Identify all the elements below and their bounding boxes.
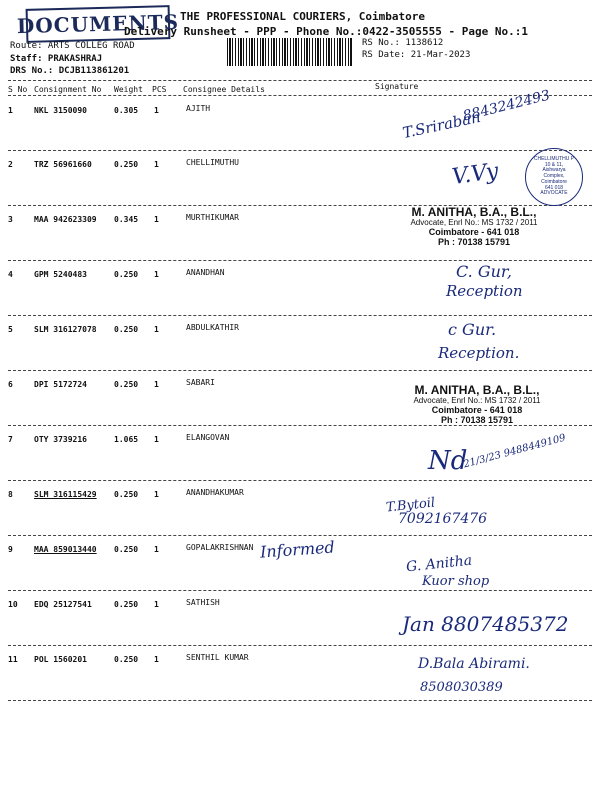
- row-sno: 5: [8, 325, 13, 334]
- seal-phone: Ph : 70138 15791: [440, 414, 514, 425]
- row-consignment: TRZ 56961660: [34, 160, 92, 169]
- row-consignment: SLM 316115429: [34, 490, 97, 499]
- row-sno: 2: [8, 160, 13, 169]
- handwritten-note: 21/3/23 9488449109: [462, 432, 567, 471]
- seal-city: Coimbatore - 641 018: [431, 404, 523, 415]
- seal-name: M. ANITHA, B.A., B.L.,: [414, 383, 540, 397]
- row-pcs: 1: [154, 270, 159, 279]
- row-divider: [8, 315, 592, 316]
- col-sno: S No: [8, 85, 28, 94]
- row-pcs: 1: [154, 435, 159, 444]
- row-divider: [8, 370, 592, 371]
- round-seal-line: Complex,: [543, 173, 565, 180]
- row-sno: 9: [8, 545, 13, 554]
- runsheet-title: Delivery Runsheet - PPP - Phone No.:0422-3505555 - Page No.:1: [124, 25, 528, 38]
- header-top-rule: [8, 80, 592, 81]
- row-sno: 6: [8, 380, 13, 389]
- rs-date: RS Date: 21-Mar-2023: [362, 50, 471, 60]
- row-divider: [8, 150, 592, 151]
- row-pcs: 1: [154, 545, 159, 554]
- header-bottom-rule: [8, 95, 592, 96]
- row-weight: 0.250: [114, 490, 139, 499]
- row-consignment: MAA 859013440: [34, 545, 97, 554]
- advocate-seal: [402, 384, 552, 426]
- seal-reg: Advocate, Enrl No.: MS 1732 / 2011: [410, 218, 538, 228]
- round-seal-top: CHELLIMUTHU P: [533, 155, 575, 162]
- row-weight: 0.250: [114, 600, 139, 609]
- round-seal-line: Coimbatore: [541, 178, 567, 185]
- row-sno: 4: [8, 270, 13, 279]
- row-sno: 1: [8, 106, 13, 115]
- company-name: THE PROFESSIONAL COURIERS, Coimbatore: [180, 10, 426, 23]
- row-weight: 0.250: [114, 545, 139, 554]
- row-pcs: 1: [154, 490, 159, 499]
- handwritten-text: c Gur.: [448, 320, 497, 339]
- drs-number: DRS No.: DCJB113861201: [10, 66, 130, 76]
- row-pcs: 1: [154, 380, 159, 389]
- handwritten-name: T.Sriraban: [400, 107, 483, 143]
- handwritten-text: Reception.: [438, 344, 520, 362]
- row-sno: 8: [8, 490, 13, 499]
- row-divider: [8, 590, 592, 591]
- row-weight: 0.250: [114, 270, 139, 279]
- row-sno: 11: [8, 655, 18, 664]
- row-consignment: POL 1560201: [34, 655, 87, 664]
- row-sno: 10: [8, 600, 18, 609]
- handwritten-phone: 8843242493: [461, 87, 552, 125]
- row-consignee: ELANGOVAN: [186, 433, 230, 442]
- row-weight: 0.250: [114, 325, 139, 334]
- handwritten-informed: Informed: [259, 537, 336, 562]
- row-pcs: 1: [154, 600, 159, 609]
- row-divider: [8, 535, 592, 536]
- route-label: Route: ARTS COLLEG ROAD: [10, 41, 135, 51]
- row-divider: [8, 700, 592, 701]
- handwritten-name: D.Bala Abirami.: [418, 656, 530, 672]
- col-weight: Weight: [114, 85, 143, 94]
- stamp-text: DOCUMENTS: [16, 9, 180, 39]
- advocate-seal: [404, 206, 544, 248]
- seal-reg: Advocate, Enrl No.: MS 1732 / 2011: [413, 396, 541, 406]
- row-divider: [8, 480, 592, 481]
- seal-city: Coimbatore - 641 018: [428, 226, 520, 237]
- col-consignment: Consignment No: [34, 85, 102, 94]
- row-consignment: EDQ 25127541: [34, 600, 92, 609]
- handwritten-text: C. Gur,: [456, 262, 512, 281]
- row-consignment: DPI 5172724: [34, 380, 87, 389]
- row-consignment: SLM 316127078: [34, 325, 97, 334]
- row-consignee: GOPALAKRISHNAN: [186, 543, 254, 552]
- row-consignee: AJITH: [186, 104, 211, 113]
- seal-name: M. ANITHA, B.A., B.L.,: [411, 205, 537, 219]
- row-weight: 0.305: [114, 106, 139, 115]
- row-divider: [8, 260, 592, 261]
- row-sno: 3: [8, 215, 13, 224]
- row-consignee: SABARI: [186, 378, 215, 387]
- row-pcs: 1: [154, 106, 159, 115]
- col-pcs: PCS: [152, 85, 167, 94]
- staff-label: Staff: PRAKASHRAJ: [10, 54, 103, 64]
- seal-phone: Ph : 70138 15791: [437, 236, 511, 247]
- col-signature: Signature: [375, 82, 419, 91]
- handwritten-signature: Jan 8807485372: [402, 612, 569, 636]
- row-pcs: 1: [154, 655, 159, 664]
- row-consignee: ANANDHAN: [186, 268, 225, 277]
- handwritten-signature: Nd: [428, 446, 468, 476]
- rs-number: RS No.: 1138612: [362, 38, 444, 48]
- row-weight: 0.250: [114, 380, 139, 389]
- row-consignee: ANANDHAKUMAR: [186, 488, 244, 497]
- row-consignee: ABDULKATHIR: [186, 323, 239, 332]
- row-consignee: MURTHIKUMAR: [186, 213, 239, 222]
- row-pcs: 1: [154, 160, 159, 169]
- round-seal-line: 641 018: [544, 184, 564, 191]
- barcode: [227, 38, 353, 66]
- handwritten-text: G. Anitha: [405, 552, 473, 576]
- round-seal-bottom: ADVOCATE: [540, 190, 568, 197]
- row-consignee: CHELLIMUTHU: [186, 158, 239, 167]
- row-consignment: OTY 3739216: [34, 435, 87, 444]
- row-weight: 0.250: [114, 160, 139, 169]
- row-weight: 0.345: [114, 215, 139, 224]
- row-pcs: 1: [154, 325, 159, 334]
- handwritten-phone: 7092167476: [398, 511, 488, 527]
- round-seal-line: Aishwarya: [542, 167, 566, 174]
- handwritten-text: Kuor shop: [422, 574, 490, 589]
- row-weight: 1.065: [114, 435, 139, 444]
- handwritten-signature: V.Vy: [450, 158, 500, 191]
- round-seal-line: 10 & 11,: [544, 161, 564, 168]
- row-pcs: 1: [154, 215, 159, 224]
- handwritten-phone: 8508030389: [420, 680, 503, 695]
- round-seal: [525, 148, 583, 206]
- handwritten-text: Reception: [446, 282, 523, 300]
- handwritten-text: T.Bytoil: [385, 495, 436, 516]
- row-consignment: NKL 3150090: [34, 106, 87, 115]
- row-sno: 7: [8, 435, 13, 444]
- row-consignment: MAA 942623309: [34, 215, 97, 224]
- row-consignee: SATHISH: [186, 598, 220, 607]
- row-consignee: SENTHIL KUMAR: [186, 653, 249, 662]
- row-consignment: GPM 5240483: [34, 270, 87, 279]
- row-divider: [8, 645, 592, 646]
- row-weight: 0.250: [114, 655, 139, 664]
- col-consignee: Consignee Details: [183, 85, 265, 94]
